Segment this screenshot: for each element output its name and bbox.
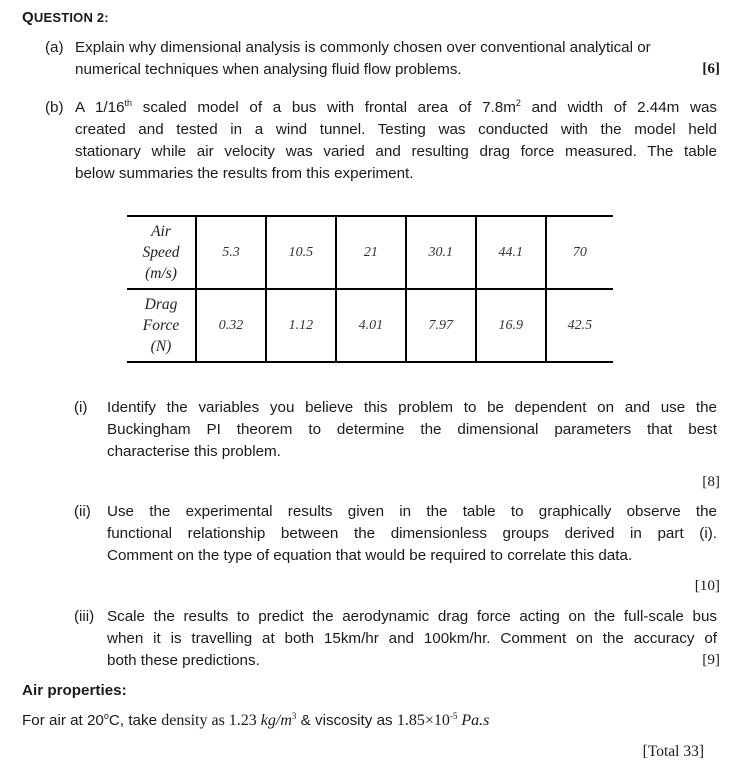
- air-properties-heading: Air properties:: [22, 682, 127, 699]
- results-table: [127, 215, 613, 363]
- table-cell: 21: [336, 216, 406, 289]
- sub-ii-label: (ii): [74, 503, 91, 520]
- sub-ii-marks: [10]: [694, 577, 720, 594]
- part-a-text: Explain why dimensional analysis is commonly chosen over conventional analytical or numerical techniques when analysing fluid flow problems.: [75, 39, 651, 78]
- table-row-header: Drag Force (N): [127, 289, 196, 362]
- sub-i-text: Identify the variables you believe this problem to be dependent on and use the Buckingham PI theorem to determine the dimensional parameters that best characterise this problem.: [107, 399, 717, 460]
- table-cell: 16.9: [476, 289, 546, 362]
- table-cell: 4.01: [336, 289, 406, 362]
- table-cell: 30.1: [406, 216, 476, 289]
- table-cell: 1.12: [266, 289, 336, 362]
- table-cell: 42.5: [546, 289, 613, 362]
- table-row-drag-force: [127, 289, 613, 362]
- table-row-header: Air Speed (m/s): [142, 223, 180, 282]
- sub-iii-text: Scale the results to predict the aerodynamic drag force acting on the full-scale bus when it is travelling at both 15km/hr and 100km/hr. Comment on the accuracy of both these predictions.: [107, 608, 717, 669]
- sub-iii-marks: [9]: [702, 651, 720, 668]
- table-cell: 44.1: [476, 216, 546, 289]
- sub-ii-text: Use the experimental results given in the table to graphically observe the functional relationship between the dimensionless groups derived in part (i). Comment on the type of equation that would be required to correlate this data.: [107, 503, 717, 564]
- question-heading: QUESTION 2:: [22, 9, 109, 26]
- part-a-marks: [6]: [702, 60, 720, 77]
- sub-iii-label: (iii): [74, 608, 95, 625]
- table-cell: 0.32: [196, 289, 266, 362]
- sub-i-label: (i): [74, 399, 88, 416]
- table-row-air-speed: [127, 216, 613, 289]
- table-cell: 7.97: [406, 289, 476, 362]
- part-b-label: (b): [45, 99, 64, 116]
- table-cell: 10.5: [266, 216, 336, 289]
- total-marks: [Total 33]: [642, 743, 704, 760]
- table-cell: 70: [546, 216, 613, 289]
- sub-i-marks: [8]: [702, 473, 720, 490]
- part-b-text: A 1/16th scaled model of a bus with frontal area of $7.8m^2$ and width of 2.44m was created and tested in a wind tunnel. Testing was conducted with the model held stationary while air velocity was varied and resulting drag force measured. The table below summaries the results from this experiment.: [75, 98, 717, 182]
- table-cell: 5.3: [196, 216, 266, 289]
- part-a-label: (a): [45, 39, 64, 56]
- air-properties-text: For air at 20$^o$C, take density as 1.23 $kg/m^3$ & viscosity as $1.85\times 10^{-5}$ Pa.s: [22, 711, 490, 729]
